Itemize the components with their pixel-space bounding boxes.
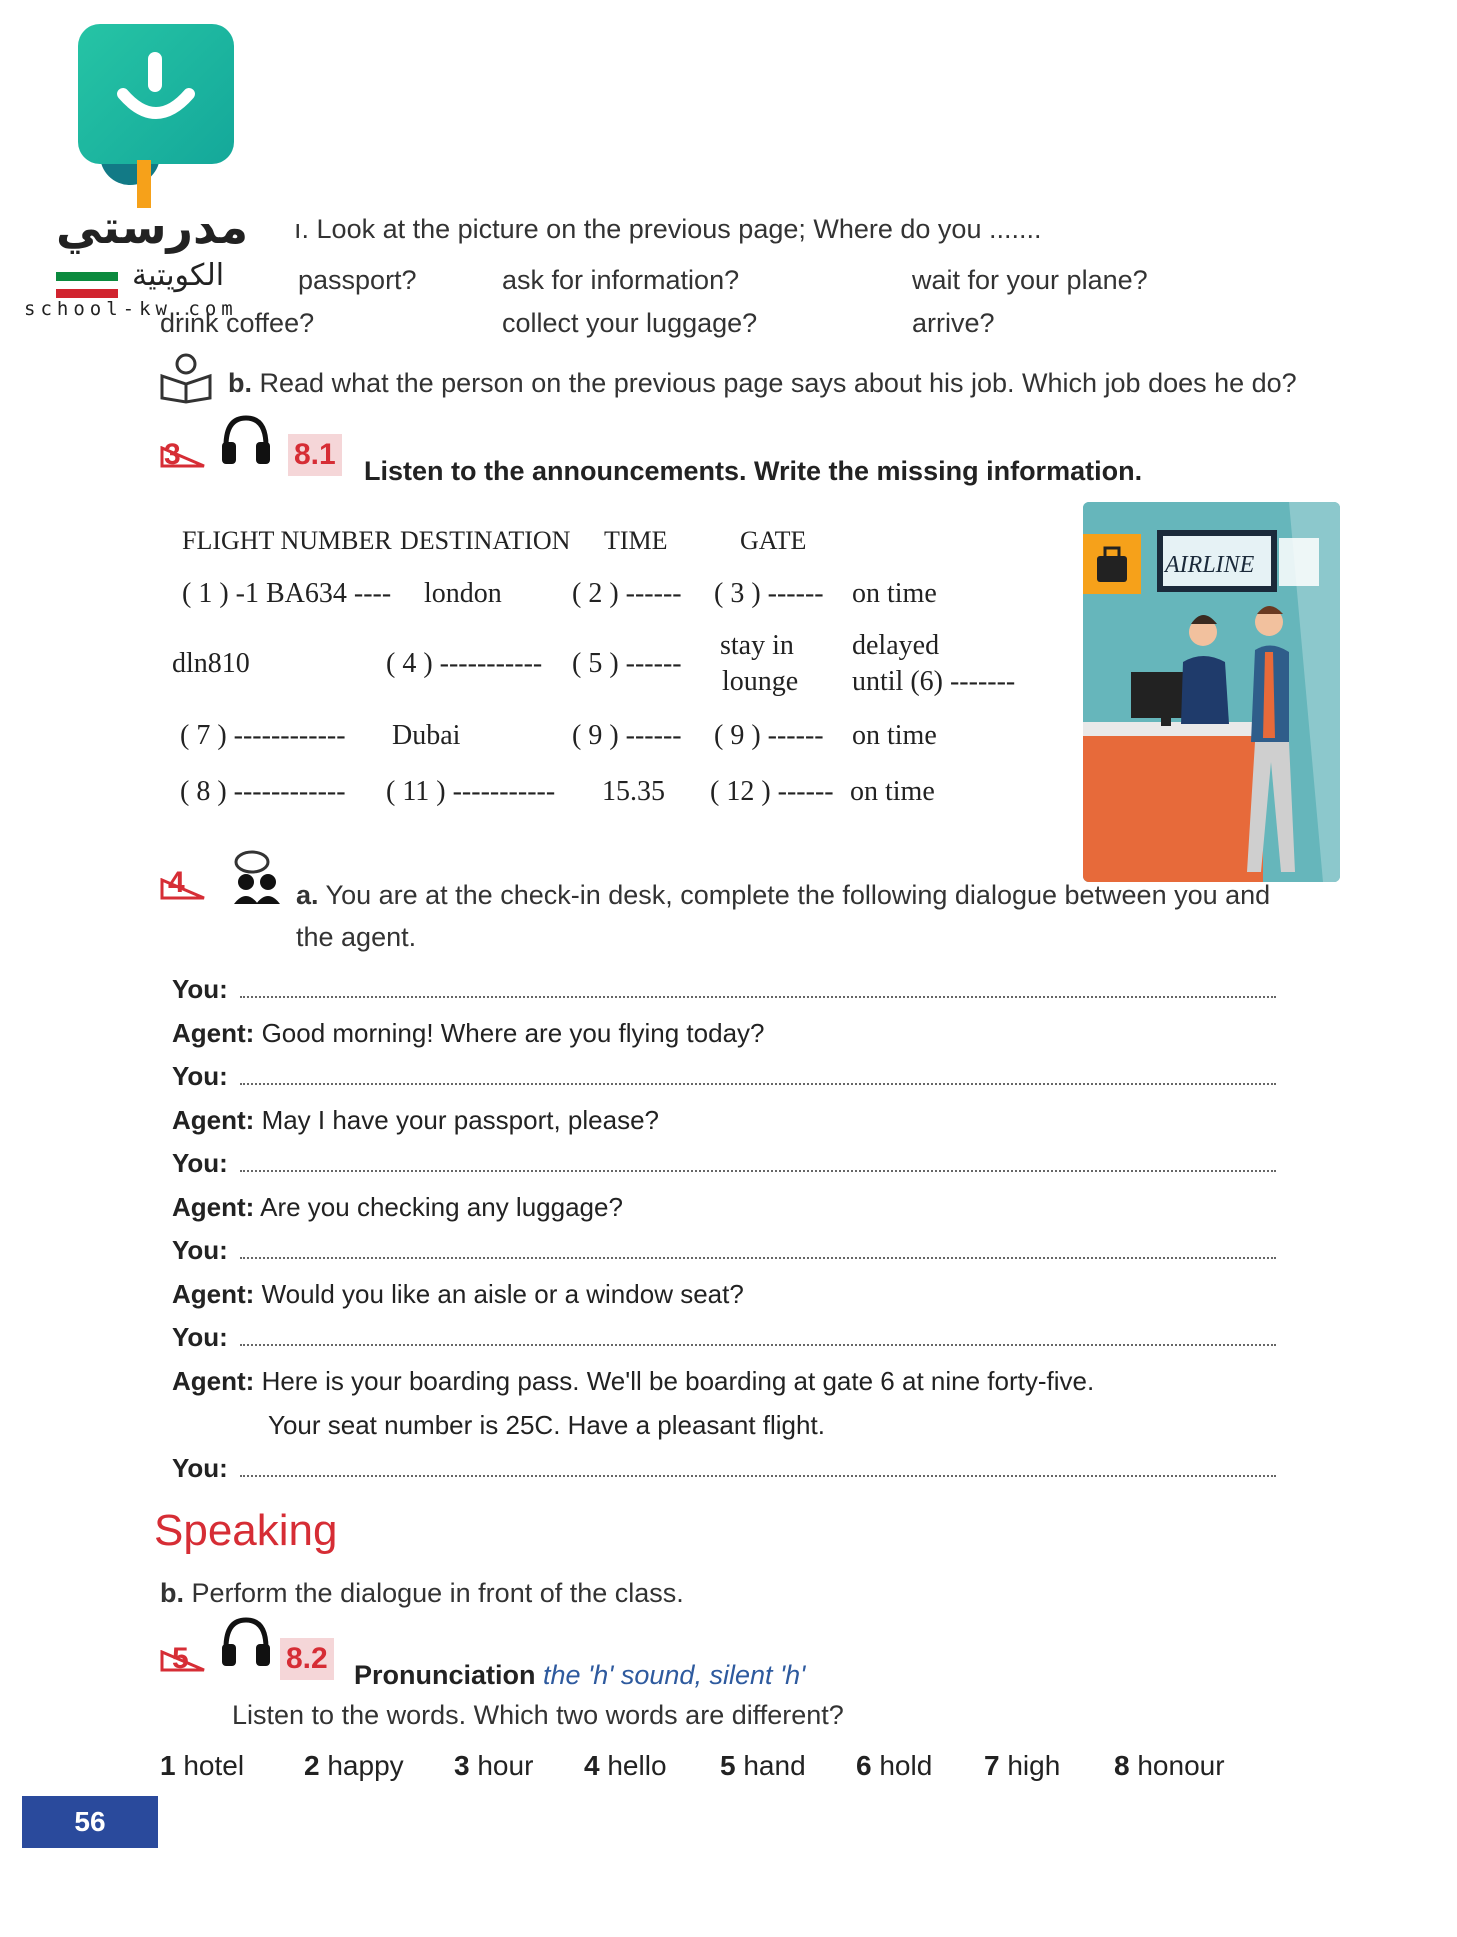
- pronunciation-subtitle: the 'h' sound, silent 'h': [543, 1660, 806, 1690]
- table-cell: on time: [852, 578, 937, 609]
- agent-line: [172, 1018, 765, 1049]
- word-text: hotel: [183, 1750, 245, 1781]
- logo-url: school-kw.com: [24, 298, 238, 320]
- table-cell: ( 12 ) ------: [710, 776, 834, 807]
- agent-label: Agent:: [172, 1192, 255, 1222]
- agent-line: [172, 1192, 623, 1223]
- track-8-2[interactable]: 8.2: [280, 1638, 334, 1680]
- word-item: [856, 1750, 932, 1782]
- logo-arabic-name: مدرستي: [56, 200, 249, 254]
- table-cell: ( 7 ) ------------: [180, 720, 346, 751]
- word-number: 6: [856, 1750, 872, 1781]
- agent-label: Agent:: [172, 1366, 255, 1396]
- option-arrive: arrive?: [912, 308, 995, 338]
- option-luggage: collect your luggage?: [502, 308, 758, 338]
- logo-arabic-sub: الكويتية: [132, 258, 225, 293]
- question-a-text: Look at the picture on the previous page; Where do you .......: [316, 214, 1042, 244]
- word-number: 1: [160, 1750, 176, 1781]
- exercise-3-number: 3: [164, 438, 181, 471]
- question-a-prefix: ı.: [294, 214, 310, 244]
- exercise-4-number: 4: [168, 866, 185, 899]
- exercise-4-instruction-line2: the agent.: [296, 922, 417, 952]
- you-label: You:: [172, 1322, 228, 1352]
- word-number: 7: [984, 1750, 1000, 1781]
- table-cell: ( 5 ) ------: [572, 648, 682, 679]
- table-cell: ( 4 ) -----------: [386, 648, 543, 679]
- word-item: [984, 1750, 1060, 1782]
- exercise-5-title: [354, 1660, 805, 1691]
- question-b: [228, 368, 1297, 399]
- word-text: high: [1007, 1750, 1061, 1781]
- you-label: You:: [172, 974, 228, 1004]
- table-cell: on time: [852, 720, 937, 751]
- exercise-5-number: 5: [172, 1642, 189, 1675]
- exercise-4-label: a.: [296, 880, 319, 910]
- option-wait-plane: wait for your plane?: [912, 265, 1148, 295]
- col-gate: GATE: [740, 526, 807, 555]
- answer-line[interactable]: [240, 1344, 1276, 1346]
- answer-line[interactable]: [240, 1083, 1276, 1085]
- table-cell: stay in: [720, 630, 794, 661]
- word-number: 5: [720, 1750, 736, 1781]
- answer-line[interactable]: [240, 1475, 1276, 1477]
- col-time: TIME: [604, 526, 668, 555]
- kuwait-flag-icon: [56, 272, 118, 298]
- exercise-4-instruction: [296, 880, 1270, 911]
- exercise-5-instruction: Listen to the words. Which two words are different?: [232, 1700, 844, 1730]
- col-destination: DESTINATION: [400, 526, 571, 555]
- agent-text: Good morning! Where are you flying today?: [261, 1018, 765, 1048]
- word-text: hold: [879, 1750, 933, 1781]
- table-cell: delayed: [852, 630, 940, 661]
- speaking-heading: Speaking: [154, 1506, 338, 1555]
- table-cell: lounge: [722, 666, 799, 697]
- option-passport: passport?: [298, 265, 417, 295]
- agent-line: [172, 1105, 659, 1136]
- answer-line[interactable]: [240, 1257, 1276, 1259]
- word-item: [454, 1750, 533, 1782]
- word-text: happy: [327, 1750, 404, 1781]
- headphones-icon: [218, 412, 274, 468]
- table-cell: Dubai: [392, 720, 461, 751]
- airline-checkin-illustration: [1083, 502, 1340, 882]
- agent-text: Would you like an aisle or a window seat?: [261, 1279, 744, 1309]
- word-number: 3: [454, 1750, 470, 1781]
- exercise-3-badge-icon: [160, 446, 210, 470]
- word-text: hand: [743, 1750, 806, 1781]
- table-cell: ( 2 ) ------: [572, 578, 682, 609]
- table-cell: ( 3 ) ------: [714, 578, 824, 609]
- track-8-1[interactable]: 8.1: [288, 434, 342, 476]
- pair-work-icon: [230, 850, 284, 906]
- word-text: honour: [1137, 1750, 1225, 1781]
- airline-sign: AIRLINE: [1165, 552, 1255, 578]
- word-item: [720, 1750, 806, 1782]
- page-number: 56: [22, 1796, 158, 1848]
- you-label: You:: [172, 1148, 228, 1178]
- word-number: 4: [584, 1750, 600, 1781]
- answer-line[interactable]: [240, 1170, 1276, 1172]
- agent-label: Agent:: [172, 1105, 255, 1135]
- question-b-text: Read what the person on the previous page says about his job. Which job does he do?: [259, 368, 1297, 398]
- agent-label: Agent:: [172, 1018, 255, 1048]
- table-cell: 15.35: [602, 776, 665, 807]
- you-label: You:: [172, 1061, 228, 1091]
- exercise-5-badge-icon: [160, 1650, 210, 1674]
- question-b-label: b.: [228, 368, 252, 398]
- word-item: [160, 1750, 244, 1782]
- option-information: ask for information?: [502, 265, 740, 295]
- word-number: 8: [1114, 1750, 1130, 1781]
- agent-line: [172, 1366, 1094, 1397]
- agent-label: Agent:: [172, 1279, 255, 1309]
- table-cell: ( 9 ) ------: [714, 720, 824, 751]
- table-cell: ( 8 ) ------------: [180, 776, 346, 807]
- agent-text: Are you checking any luggage?: [260, 1192, 623, 1222]
- speaking-text: Perform the dialogue in front of the class.: [191, 1578, 684, 1608]
- logo-icon: [78, 24, 234, 164]
- word-item: [304, 1750, 404, 1782]
- table-cell: until (6) -------: [852, 666, 1016, 697]
- col-flight-number: FLIGHT NUMBER: [182, 526, 392, 555]
- headphones-icon: [218, 1614, 274, 1670]
- agent-text: May I have your passport, please?: [261, 1105, 660, 1135]
- you-label: You:: [172, 1453, 228, 1483]
- option-drink-coffee: drink coffee?: [160, 308, 315, 338]
- exercise-3-instruction: Listen to the announcements. Write the missing information.: [364, 456, 1143, 486]
- agent-text-continued: Your seat number is 25C. Have a pleasant flight.: [268, 1410, 825, 1440]
- pronunciation-label: Pronunciation: [354, 1660, 536, 1690]
- word-text: hello: [607, 1750, 667, 1781]
- speaking-instruction: [160, 1578, 684, 1609]
- word-number: 2: [304, 1750, 320, 1781]
- word-text: hour: [477, 1750, 534, 1781]
- table-cell: ( 1 ) -1 BA634 ----: [182, 578, 392, 609]
- table-cell: london: [424, 578, 502, 609]
- table-cell: ( 9 ) ------: [572, 720, 682, 751]
- question-a: [294, 214, 1041, 245]
- agent-text: Here is your boarding pass. We'll be boarding at gate 6 at nine forty-five.: [261, 1366, 1095, 1396]
- you-label: You:: [172, 1235, 228, 1265]
- speaking-label: b.: [160, 1578, 184, 1608]
- exercise-4-instruction-line1: You are at the check-in desk, complete the following dialogue between you and: [325, 880, 1271, 910]
- agent-line: [172, 1279, 744, 1310]
- answer-line[interactable]: [240, 996, 1276, 998]
- reading-icon: [158, 352, 214, 404]
- exercise-4-badge-icon: [160, 878, 210, 902]
- word-item: [1114, 1750, 1225, 1782]
- word-item: [584, 1750, 667, 1782]
- table-cell: dln810: [172, 648, 250, 679]
- table-cell: ( 11 ) -----------: [386, 776, 556, 807]
- table-cell: on time: [850, 776, 935, 807]
